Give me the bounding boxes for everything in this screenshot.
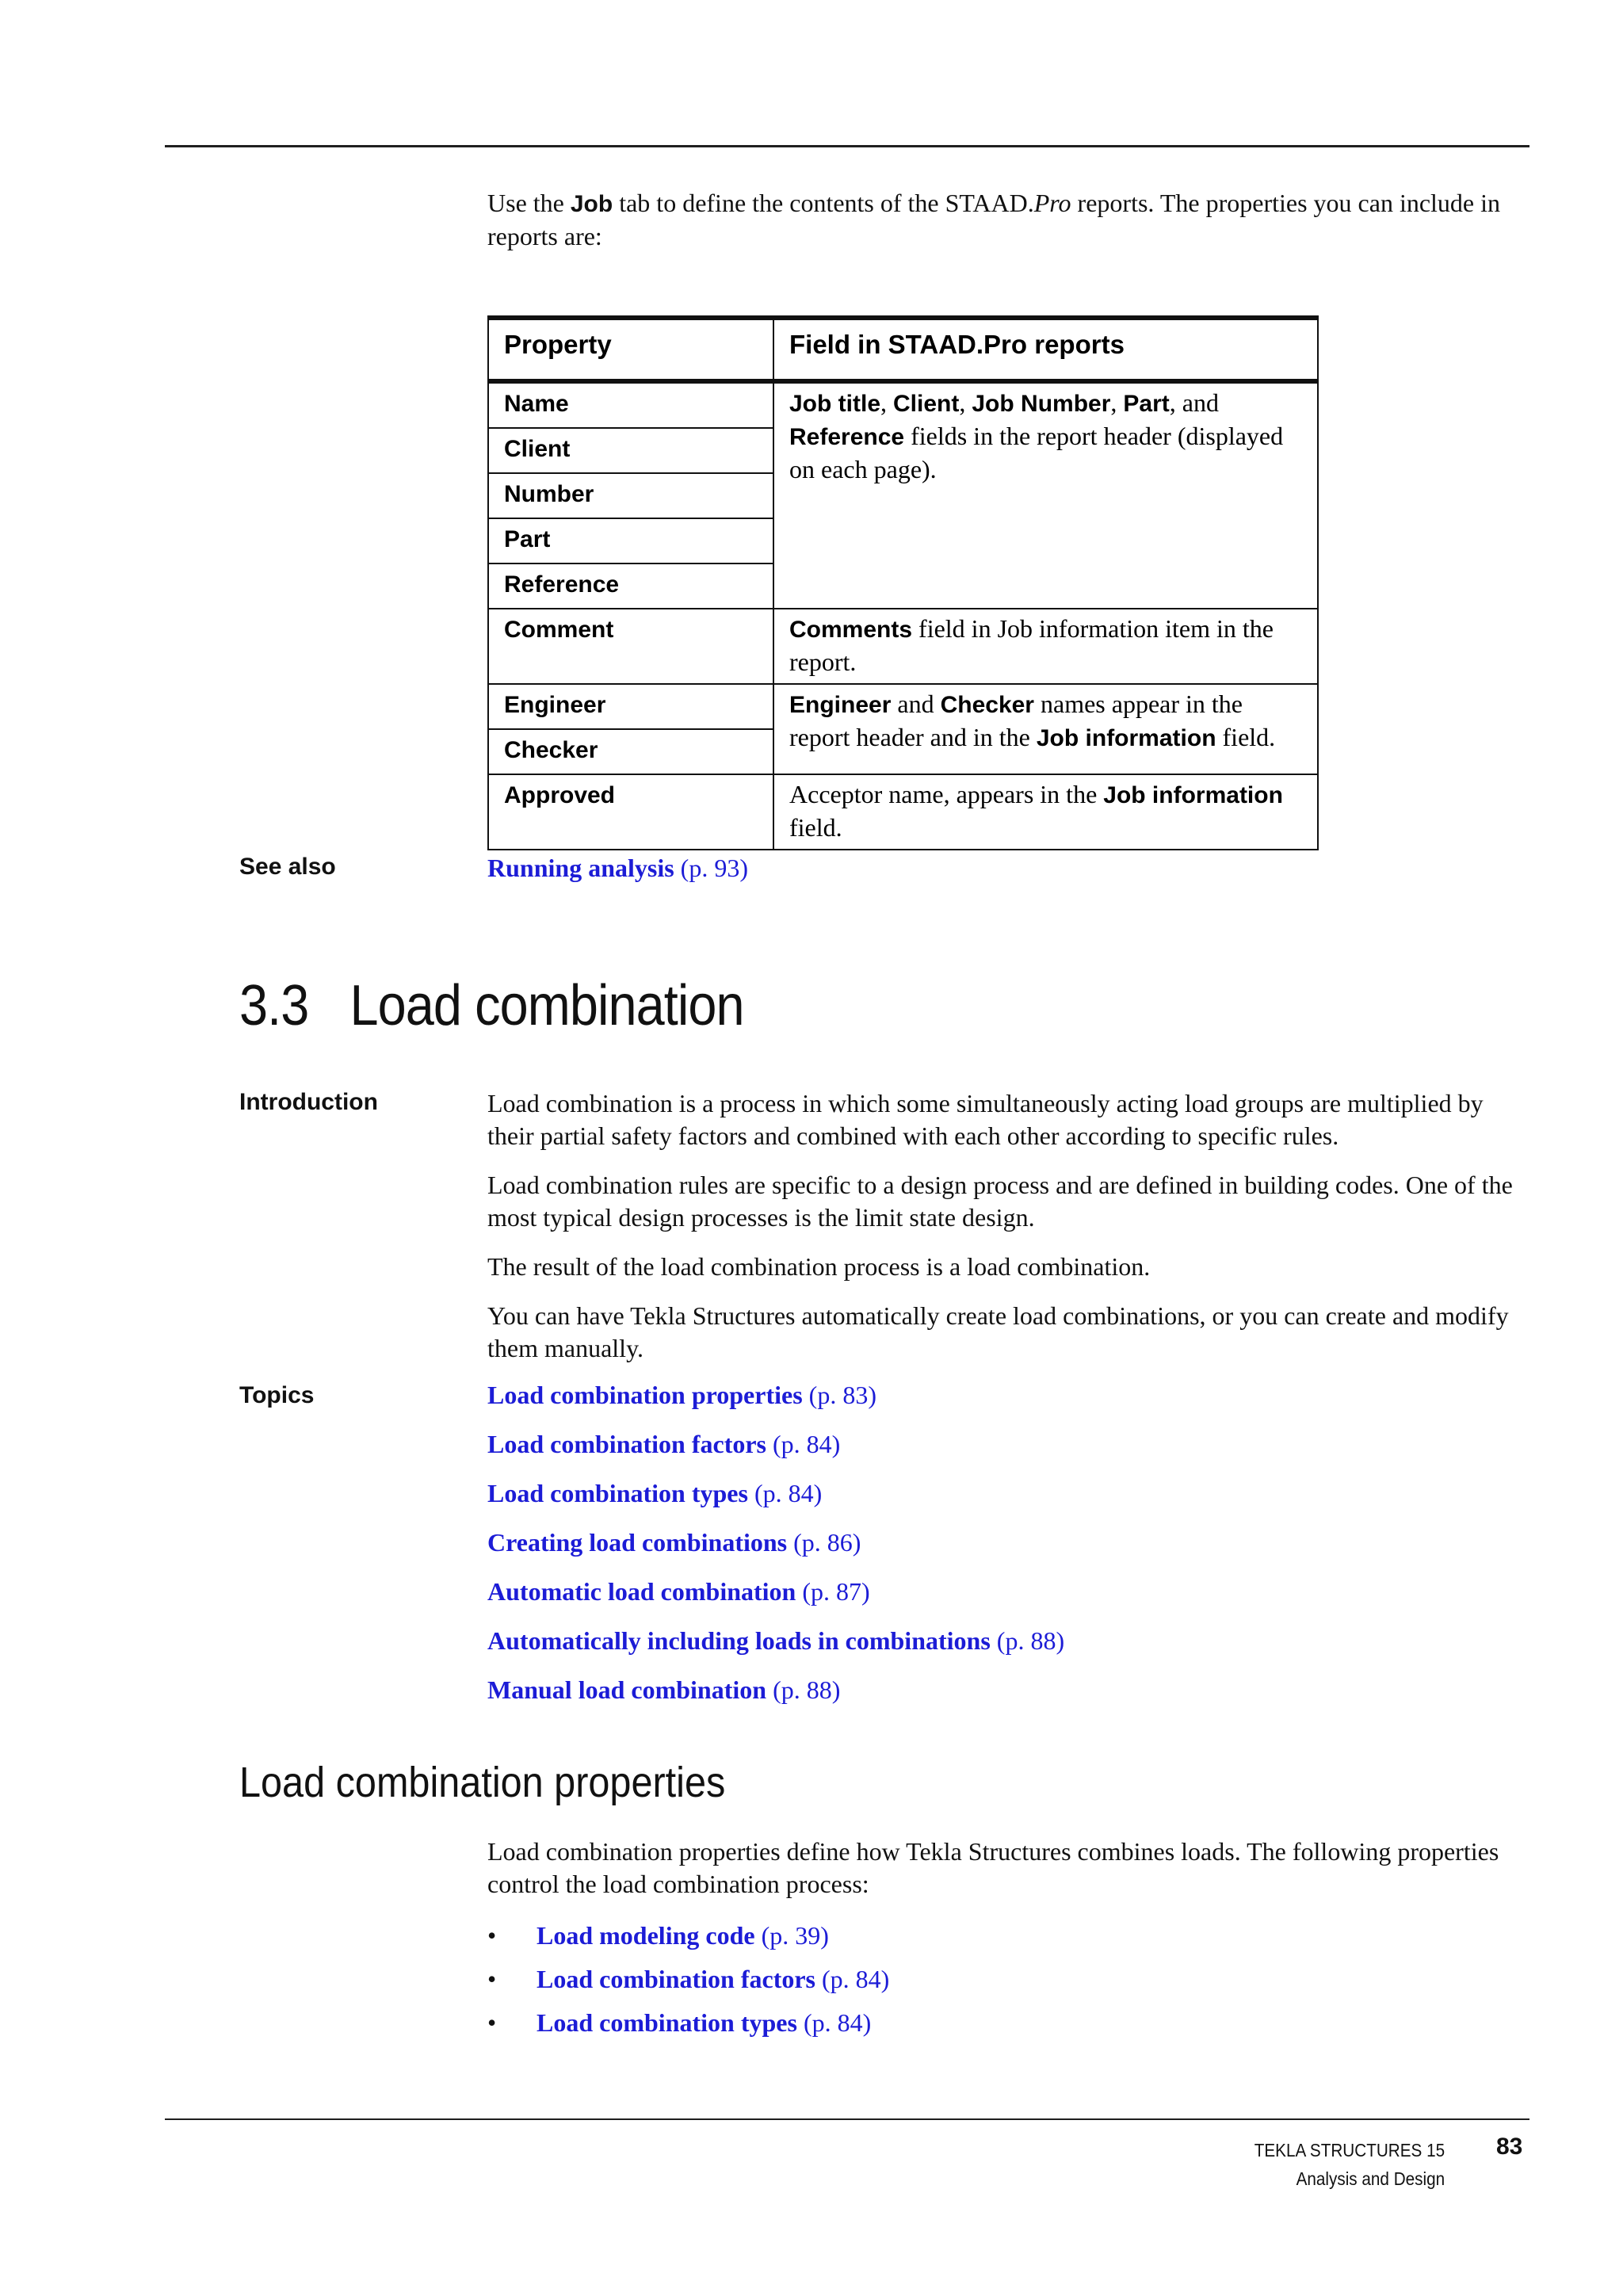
field-term: Engineer	[789, 692, 892, 718]
topic-link[interactable]	[487, 1381, 876, 1410]
field-text: ,	[1110, 388, 1124, 417]
field-text: Acceptor name, appears in the	[789, 780, 1104, 808]
running-analysis-link[interactable]	[487, 854, 748, 882]
field-text: fields in the report header (displayed on each page).	[789, 422, 1284, 483]
link-text[interactable]: Load combination properties	[487, 1381, 803, 1409]
introduction-paragraph: The result of the load combination process is a load combination.	[487, 1252, 1151, 1281]
link-page[interactable]: (p. 83)	[802, 1381, 876, 1409]
footer-rule	[165, 2118, 1529, 2120]
field-term: Comments	[789, 617, 913, 643]
see-also-label: See also	[239, 854, 336, 880]
link-text[interactable]: Load modeling code	[537, 1921, 755, 1950]
table-row	[488, 684, 1318, 729]
link-text[interactable]: Automatically including loads in combinations	[487, 1626, 991, 1655]
property-cell: Name	[488, 381, 773, 428]
link-text[interactable]: Manual load combination	[487, 1675, 767, 1704]
topic-link[interactable]	[487, 1479, 822, 1508]
field-text: ,	[880, 388, 894, 417]
bullet-link[interactable]	[537, 1921, 829, 1950]
link-page[interactable]: (p. 88)	[990, 1626, 1065, 1655]
property-cell: Client	[488, 428, 773, 473]
bullet-item	[487, 1921, 829, 1950]
link-page[interactable]: (p. 93)	[674, 854, 748, 882]
bullet-marker: •	[487, 1965, 497, 1993]
field-term: Job Number	[972, 391, 1111, 417]
property-cell: Number	[488, 473, 773, 518]
bullet-link[interactable]	[537, 2008, 871, 2037]
table-row	[488, 381, 1318, 428]
link-page[interactable]: (p. 84)	[815, 1965, 890, 1993]
link-text[interactable]: Automatic load combination	[487, 1577, 796, 1606]
field-cell	[773, 684, 1318, 774]
introduction-paragraph: Load combination rules are specific to a design process and are defined in building codes. One of the most typical design processes is the limit state design.	[487, 1171, 1513, 1232]
topic-link[interactable]	[487, 1577, 870, 1606]
page-number: 83	[1496, 2134, 1523, 2160]
column-header-property: Property	[488, 318, 773, 381]
table-row	[488, 774, 1318, 850]
field-text: and	[891, 690, 941, 718]
topic-link[interactable]	[487, 1430, 840, 1459]
bullet-marker: •	[487, 2008, 497, 2037]
property-cell: Comment	[488, 609, 773, 684]
field-text: , and	[1169, 388, 1219, 417]
table-header-row	[488, 318, 1318, 381]
job-tab-term: Job	[570, 191, 613, 217]
footer-guide: Analysis and Design	[1296, 2168, 1445, 2189]
intro-text: Use the	[487, 189, 571, 217]
link-text[interactable]: Load combination types	[537, 2008, 797, 2037]
intro-text: reports. The properties you can include in reports are:	[487, 189, 1501, 250]
link-text[interactable]: Load combination types	[487, 1479, 748, 1507]
link-text[interactable]: Load combination factors	[537, 1965, 815, 1993]
field-text: field.	[789, 813, 842, 842]
section-number: 3.3	[239, 974, 309, 1037]
section-heading	[239, 973, 744, 1038]
field-term: Part	[1123, 391, 1170, 417]
introduction-label: Introduction	[239, 1089, 378, 1115]
link-page[interactable]: (p. 87)	[796, 1577, 870, 1606]
field-term: Reference	[789, 424, 905, 450]
bullet-item	[487, 1965, 889, 1994]
topics-label: Topics	[239, 1382, 315, 1408]
bullet-marker: •	[487, 1921, 497, 1950]
field-term: Checker	[940, 692, 1034, 718]
intro-paragraph	[487, 187, 1533, 253]
column-header-field: Field in STAAD.Pro reports	[773, 318, 1318, 381]
footer-product: TEKLA STRUCTURES 15	[1254, 2140, 1445, 2160]
link-page[interactable]: (p. 39)	[754, 1921, 829, 1950]
see-also-reference	[487, 852, 748, 884]
intro-text: tab to define the contents of the STAAD.	[613, 189, 1034, 217]
field-term: Job information	[1103, 782, 1283, 808]
field-term: Job title	[789, 391, 881, 417]
link-text[interactable]: Load combination factors	[487, 1430, 766, 1458]
table-row	[488, 609, 1318, 684]
topic-link[interactable]	[487, 1528, 861, 1557]
field-term: Job information	[1036, 725, 1216, 751]
topic-link[interactable]	[487, 1626, 1064, 1656]
link-page[interactable]: (p. 84)	[766, 1430, 841, 1458]
introduction-paragraph: You can have Tekla Structures automatically create load combinations, or you can create and modify them manually.	[487, 1301, 1509, 1362]
link-page[interactable]: (p. 84)	[796, 2008, 872, 2037]
property-cell: Engineer	[488, 684, 773, 729]
link-page[interactable]: (p. 86)	[787, 1528, 861, 1557]
property-cell: Reference	[488, 563, 773, 609]
field-term: Client	[893, 391, 960, 417]
bullet-item	[487, 2008, 871, 2038]
introduction-paragraph: Load combination is a process in which some simultaneously acting load groups are multiplied by their partial safety factors and combined with each other according to specific rules.	[487, 1089, 1484, 1150]
property-cell: Checker	[488, 729, 773, 774]
field-text: names appear in the report header and in the	[789, 690, 1243, 751]
pro-italic: Pro	[1033, 189, 1071, 217]
properties-table	[487, 315, 1319, 850]
topic-link[interactable]	[487, 1675, 840, 1705]
field-text: ,	[959, 388, 972, 417]
field-cell	[773, 381, 1318, 609]
link-text[interactable]: Running analysis	[487, 854, 674, 882]
header-rule	[165, 145, 1529, 147]
field-text: field in Job information item in the report.	[789, 614, 1274, 676]
property-cell: Part	[488, 518, 773, 563]
section-title: Load combination	[349, 974, 744, 1037]
link-text[interactable]: Creating load combinations	[487, 1528, 788, 1557]
field-cell	[773, 774, 1318, 850]
link-page[interactable]: (p. 88)	[766, 1675, 841, 1704]
bullet-link[interactable]	[537, 1965, 889, 1993]
link-page[interactable]: (p. 84)	[747, 1479, 823, 1507]
property-cell: Approved	[488, 774, 773, 850]
field-text: field.	[1216, 723, 1276, 751]
subsection-heading: Load combination properties	[239, 1759, 726, 1806]
field-cell	[773, 609, 1318, 684]
footer-title	[1254, 2136, 1445, 2193]
subsection-intro: Load combination properties define how Tekla Structures combines loads. The following properties control the load combination process:	[487, 1837, 1499, 1898]
